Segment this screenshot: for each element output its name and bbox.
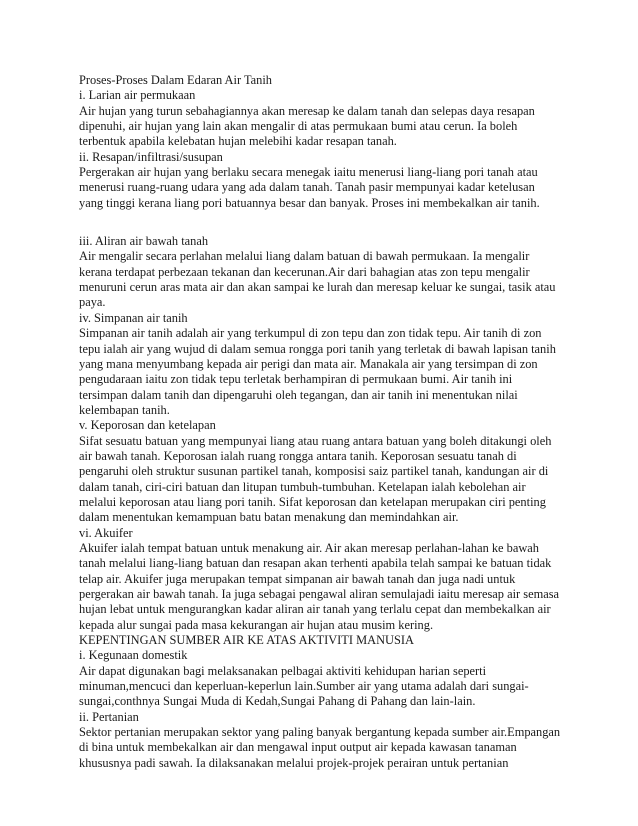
- paragraph-gap: [79, 211, 569, 234]
- text-line: Simpanan air tanih adalah air yang terkumpul di zon tepu dan zon tidak tepu. Air tanih di zon: [79, 326, 542, 341]
- text-line: tanah melalui liang-liang batuan dan resapan akan terhenti apabila telah sampai ke batuan tidak: [79, 556, 552, 571]
- text-line: ii. Resapan/infiltrasi/susupan: [79, 149, 223, 164]
- text-line: iii. Aliran air bawah tanah: [79, 234, 209, 249]
- text-line: khususnya padi sawah. Ia dilaksanakan melalui projek-projek perairan untuk pertanian: [79, 755, 509, 770]
- text-line: Air dapat digunakan bagi melaksanakan pelbagai aktiviti kehidupan harian seperti: [79, 663, 487, 678]
- text-line: dalam menentukan kemampuan batu batan menakung dan memindahkan air.: [79, 510, 459, 525]
- text-line: pergerakan air bawah tanah. Ia juga sebagai pengawal aliran semulajadi iaitu meresap air semasa: [79, 587, 560, 601]
- text-line: pengaruhi oleh struktur susunan partikel tanah, komposisi saiz partikel tanah, kandungan air di: [79, 464, 549, 479]
- text-block-lower: [79, 234, 569, 771]
- text-line: KEPENTINGAN SUMBER AIR KE ATAS AKTIVITI MANUSIA: [79, 633, 414, 648]
- text-line: minuman,mencuci dan keperluan-keperlun lain.Sumber air yang utama adalah dari sungai-: [79, 679, 529, 694]
- text-line: yang tinggi kerana liang pori batuannya besar dan banyak. Proses ini membekalkan air tanih.: [79, 195, 540, 210]
- text-line: menerusi ruang-ruang udara yang ada dalam tanah. Tanah pasir mempunyai kadar ketelusan: [79, 180, 535, 195]
- text-line: hujan lebat untuk mengurangkan kadar aliran air tanah yang terlalu cepat dan membekalkan air: [79, 602, 551, 617]
- text-line: pengudaraan iaitu zon tidak tepu terletak berhampiran di permukaan bumi. Air tanih ini: [79, 372, 513, 387]
- text-line: Sektor pertanian merupakan sektor yang paling banyak bergantung kepada sumber air.Empangan: [79, 725, 561, 740]
- text-block-upper: [79, 73, 569, 211]
- text-line: Sifat sesuatu batuan yang mempunyai liang atau ruang antara batuan yang boleh ditakungi oleh: [79, 433, 552, 448]
- text-line: Akuifer ialah tempat batuan untuk menakung air. Air akan meresap perlahan-lahan ke bawah: [79, 540, 539, 555]
- text-line: terbentuk apabila kelebatan hujan melebihi kadar resapan tanah.: [79, 134, 397, 149]
- text-line: iv. Simpanan air tanih: [79, 310, 188, 325]
- text-line: Proses-Proses Dalam Edaran Air Tanih: [79, 73, 272, 87]
- text-line: ii. Pertanian: [79, 709, 139, 724]
- text-line: i. Kegunaan domestik: [79, 648, 188, 663]
- text-line: kepada alur sungai pada masa kekurangan air hujan atau musim kering.: [79, 617, 434, 632]
- text-line: air bawah tanah. Keporosan ialah ruang rongga antara tanih. Keporosan sesuatu tanah di: [79, 448, 517, 463]
- text-line: di bina untuk membekalkan air dan mengawal input output air kepada kawasan tanaman: [79, 740, 517, 755]
- text-line: menuruni cerun aras mata air dan akan sampai ke lurah dan meresap keluar ke sungai, tasik atau: [79, 280, 556, 295]
- text-line: dalam tanah, ciri-ciri batuan dan litupan tumbuh-tumbuhan. Ketelapan ialah kebolehan air: [79, 479, 526, 494]
- text-line: paya.: [79, 295, 106, 310]
- text-line: i. Larian air permukaan: [79, 88, 196, 103]
- text-line: Air mengalir secara perlahan melalui liang dalam batuan di bawah permukaan. Ia mengalir: [79, 249, 530, 264]
- text-line: kelembapan tanih.: [79, 402, 170, 417]
- text-line: telap air. Akuifer juga merupakan tempat simpanan air bawah tanah dan juga nadi untuk: [79, 571, 516, 586]
- text-line: melalui keporosan atau liang pori tanih. Sifat keporosan dan ketelapan merupakan ciri penting: [79, 494, 546, 509]
- text-line: yang mana menyumbang kepada air perigi dan mata air. Manakala air yang tersimpan di zon: [79, 356, 538, 371]
- text-line: Air hujan yang turun sebahagiannya akan meresap ke dalam tanah dan selepas daya resapan: [79, 103, 535, 118]
- text-line: kerana terdapat perbezaan tekanan dan kecerunan.Air dari bahagian atas zon tepu mengalir: [79, 264, 530, 279]
- text-line: sungai,conthnya Sungai Muda di Kedah,Sungai Pahang di Pahang dan lain-lain.: [79, 694, 476, 709]
- text-line: v. Keporosan dan ketelapan: [79, 418, 216, 433]
- document-page: [79, 73, 569, 771]
- text-line: dipenuhi, air hujan yang lain akan mengalir di atas permukaan bumi atau cerun. Ia boleh: [79, 119, 518, 134]
- text-line: vi. Akuifer: [79, 525, 133, 540]
- text-line: Pergerakan air hujan yang berlaku secara menegak iaitu menerusi liang-liang pori tanah atau: [79, 165, 538, 180]
- text-line: tersimpan dalam tanih dan dipengaruhi oleh tegangan, dan air tanih ini menentukan nilai: [79, 387, 518, 402]
- text-line: tepu ialah air yang wujud di dalam semua rongga pori tanih yang terletak di bawah lapisan tanih: [79, 341, 556, 356]
